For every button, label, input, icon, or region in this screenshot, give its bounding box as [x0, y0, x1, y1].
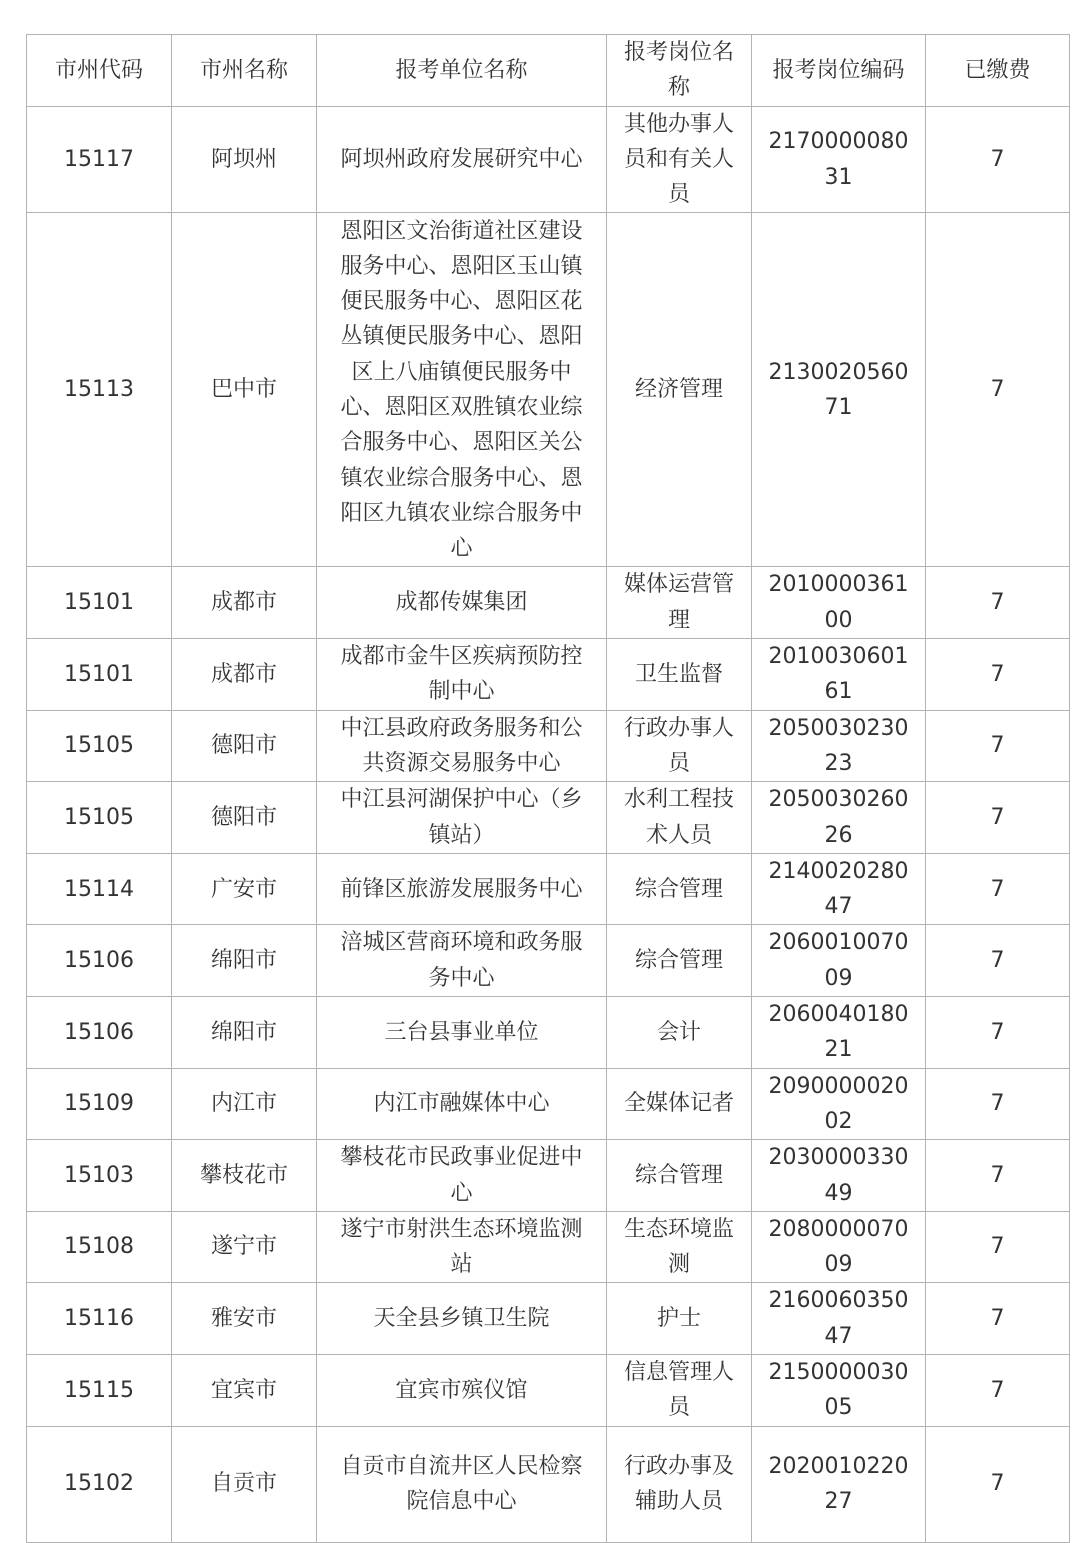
cell-position-name: 综合管理 — [607, 925, 752, 997]
cell-position-name: 行政办事及辅助人员 — [607, 1426, 752, 1542]
table-row — [27, 1140, 1070, 1212]
cell-unit-name: 自贡市自流井区人民检察院信息中心 — [317, 1426, 607, 1542]
table-row — [27, 213, 1070, 567]
cell-city-name: 成都市 — [172, 567, 317, 639]
cell-paid-count: 7 — [926, 1355, 1070, 1427]
cell-unit-name: 恩阳区文治街道社区建设服务中心、恩阳区玉山镇便民服务中心、恩阳区花丛镇便民服务中心、恩阳区上八庙镇便民服务中心、恩阳区双胜镇农业综合服务中心、恩阳区关公镇农业综合服务中心、恩阳区九镇农业综合服务中心 — [317, 213, 607, 567]
cell-city-name: 德阳市 — [172, 782, 317, 854]
cell-city-name: 成都市 — [172, 639, 317, 711]
table-row — [27, 853, 1070, 925]
cell-paid-count: 7 — [926, 997, 1070, 1069]
cell-position-code: 206004018021 — [752, 997, 926, 1069]
cell-unit-name: 成都市金牛区疾病预防控制中心 — [317, 639, 607, 711]
table-row — [27, 1211, 1070, 1283]
cell-position-code: 201003060161 — [752, 639, 926, 711]
cell-paid-count: 7 — [926, 853, 1070, 925]
cell-unit-name: 天全县乡镇卫生院 — [317, 1283, 607, 1355]
cell-city-code: 15103 — [27, 1140, 172, 1212]
cell-position-name: 媒体运营管理 — [607, 567, 752, 639]
cell-city-name: 巴中市 — [172, 213, 317, 567]
cell-paid-count: 7 — [926, 567, 1070, 639]
cell-unit-name: 宜宾市殡仪馆 — [317, 1355, 607, 1427]
cell-city-code: 15106 — [27, 997, 172, 1069]
cell-position-code: 205003023023 — [752, 710, 926, 782]
cell-unit-name: 成都传媒集团 — [317, 567, 607, 639]
cell-city-code: 15105 — [27, 782, 172, 854]
cell-city-name: 广安市 — [172, 853, 317, 925]
cell-city-code: 15114 — [27, 853, 172, 925]
cell-position-code: 217000008031 — [752, 106, 926, 213]
cell-city-code: 15102 — [27, 1426, 172, 1542]
table-row — [27, 997, 1070, 1069]
cell-city-name: 宜宾市 — [172, 1355, 317, 1427]
cell-city-name: 绵阳市 — [172, 997, 317, 1069]
header-unit-name: 报考单位名称 — [317, 35, 607, 107]
table-row — [27, 1283, 1070, 1355]
cell-unit-name: 涪城区营商环境和政务服务中心 — [317, 925, 607, 997]
cell-paid-count: 7 — [926, 1068, 1070, 1140]
cell-position-name: 会计 — [607, 997, 752, 1069]
table-row — [27, 1355, 1070, 1427]
table-row — [27, 639, 1070, 711]
table-row — [27, 710, 1070, 782]
cell-position-name: 水利工程技术人员 — [607, 782, 752, 854]
cell-position-name: 行政办事人员 — [607, 710, 752, 782]
cell-city-code: 15109 — [27, 1068, 172, 1140]
cell-position-name: 全媒体记者 — [607, 1068, 752, 1140]
cell-city-name: 遂宁市 — [172, 1211, 317, 1283]
header-position-code: 报考岗位编码 — [752, 35, 926, 107]
cell-city-code: 15108 — [27, 1211, 172, 1283]
cell-paid-count: 7 — [926, 1426, 1070, 1542]
cell-unit-name: 中江县政府政务服务和公共资源交易服务中心 — [317, 710, 607, 782]
cell-city-code: 15105 — [27, 710, 172, 782]
header-position-name: 报考岗位名称 — [607, 35, 752, 107]
cell-unit-name: 三台县事业单位 — [317, 997, 607, 1069]
cell-unit-name: 遂宁市射洪生态环境监测站 — [317, 1211, 607, 1283]
cell-city-name: 阿坝州 — [172, 106, 317, 213]
cell-city-name: 绵阳市 — [172, 925, 317, 997]
table-row — [27, 782, 1070, 854]
cell-city-name: 德阳市 — [172, 710, 317, 782]
cell-paid-count: 7 — [926, 710, 1070, 782]
cell-city-name: 攀枝花市 — [172, 1140, 317, 1212]
cell-position-name: 综合管理 — [607, 853, 752, 925]
registration-table — [26, 34, 1070, 1543]
cell-position-name: 卫生监督 — [607, 639, 752, 711]
cell-city-code: 15101 — [27, 639, 172, 711]
cell-position-code: 208000007009 — [752, 1211, 926, 1283]
cell-city-code: 15101 — [27, 567, 172, 639]
cell-paid-count: 7 — [926, 1211, 1070, 1283]
cell-position-code: 213002056071 — [752, 213, 926, 567]
cell-paid-count: 7 — [926, 782, 1070, 854]
cell-unit-name: 中江县河湖保护中心（乡镇站） — [317, 782, 607, 854]
header-city-name: 市州名称 — [172, 35, 317, 107]
table-row — [27, 925, 1070, 997]
cell-position-code: 216006035047 — [752, 1283, 926, 1355]
cell-position-code: 214002028047 — [752, 853, 926, 925]
cell-position-code: 215000003005 — [752, 1355, 926, 1427]
cell-position-code: 206001007009 — [752, 925, 926, 997]
cell-position-code: 203000033049 — [752, 1140, 926, 1212]
cell-position-name: 生态环境监测 — [607, 1211, 752, 1283]
cell-city-code: 15117 — [27, 106, 172, 213]
cell-paid-count: 7 — [926, 1283, 1070, 1355]
cell-city-name: 内江市 — [172, 1068, 317, 1140]
table-row — [27, 106, 1070, 213]
cell-unit-name: 阿坝州政府发展研究中心 — [317, 106, 607, 213]
cell-city-code: 15106 — [27, 925, 172, 997]
table-header-row — [27, 35, 1070, 107]
cell-position-name: 护士 — [607, 1283, 752, 1355]
header-city-code: 市州代码 — [27, 35, 172, 107]
cell-position-name: 其他办事人员和有关人员 — [607, 106, 752, 213]
cell-unit-name: 内江市融媒体中心 — [317, 1068, 607, 1140]
cell-city-code: 15113 — [27, 213, 172, 567]
cell-position-code: 202001022027 — [752, 1426, 926, 1542]
cell-city-name: 自贡市 — [172, 1426, 317, 1542]
cell-position-code: 205003026026 — [752, 782, 926, 854]
cell-unit-name: 前锋区旅游发展服务中心 — [317, 853, 607, 925]
table-row — [27, 567, 1070, 639]
table-row — [27, 1068, 1070, 1140]
cell-paid-count: 7 — [926, 925, 1070, 997]
header-paid-count: 已缴费 — [926, 35, 1070, 107]
cell-position-code: 209000002002 — [752, 1068, 926, 1140]
cell-position-name: 经济管理 — [607, 213, 752, 567]
table-row — [27, 1426, 1070, 1542]
cell-position-name: 信息管理人员 — [607, 1355, 752, 1427]
cell-position-name: 综合管理 — [607, 1140, 752, 1212]
cell-paid-count: 7 — [926, 106, 1070, 213]
cell-unit-name: 攀枝花市民政事业促进中心 — [317, 1140, 607, 1212]
cell-city-name: 雅安市 — [172, 1283, 317, 1355]
cell-city-code: 15116 — [27, 1283, 172, 1355]
cell-city-code: 15115 — [27, 1355, 172, 1427]
cell-paid-count: 7 — [926, 639, 1070, 711]
cell-position-code: 201000036100 — [752, 567, 926, 639]
cell-paid-count: 7 — [926, 1140, 1070, 1212]
cell-paid-count: 7 — [926, 213, 1070, 567]
